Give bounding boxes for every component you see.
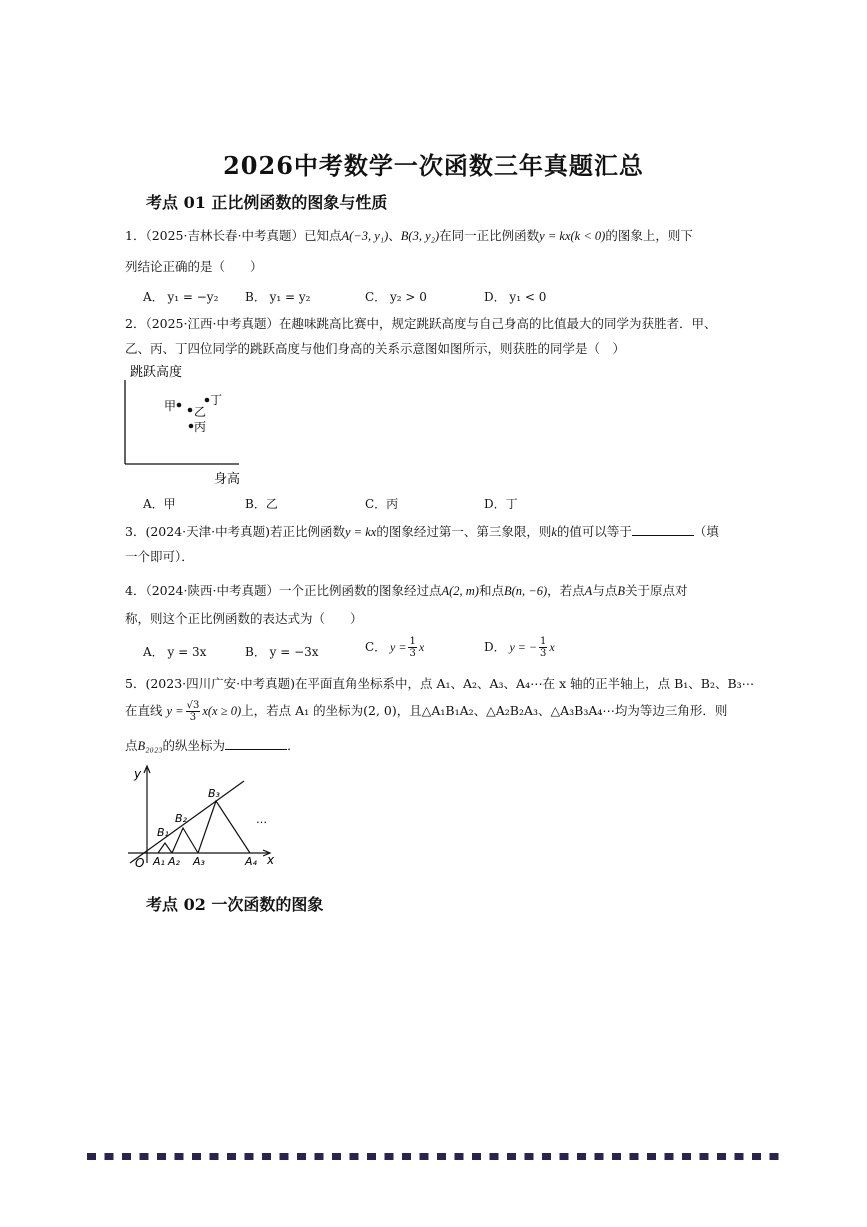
footer-dash <box>560 1153 569 1160</box>
footer-dash <box>385 1153 394 1160</box>
question-text: 的图象经过第一、第三象限，则 <box>376 524 552 539</box>
question-text: 和点 <box>478 583 504 598</box>
question-text: 的图象上，则下 <box>605 228 693 243</box>
denominator: 3 <box>409 648 416 659</box>
math-lhs: y = − <box>509 640 537 654</box>
point-label-ding: 丁 <box>210 393 223 407</box>
footer-dash <box>350 1153 359 1160</box>
footer-dash <box>490 1153 499 1160</box>
triangle-1 <box>158 843 172 853</box>
fraction <box>408 636 416 659</box>
question-text: 、 <box>388 228 401 243</box>
question-number: 3． <box>125 524 146 539</box>
origin-label: O <box>135 856 145 870</box>
question-5-line-3 <box>125 737 695 754</box>
footer-dash <box>735 1153 744 1160</box>
footer-dash <box>332 1153 341 1160</box>
math-variable: B <box>617 584 625 598</box>
question-text: 在趣味跳高比赛中，规定跳跃高度与自己身高的比值最大的同学为获胜者．甲、 <box>278 316 717 331</box>
point-label-yi: 乙 <box>194 405 207 419</box>
point-label-b1: B₁ <box>157 826 169 839</box>
question-number: 5． <box>125 676 146 691</box>
point-label-a1: A₁ <box>153 855 165 868</box>
answer-blank <box>225 737 287 750</box>
footer-dash <box>262 1153 271 1160</box>
question-4-line-1 <box>125 583 695 599</box>
question-2-line-1 <box>125 316 717 332</box>
footer-dash <box>157 1153 166 1160</box>
option-c <box>365 636 424 659</box>
option-a: A． y = 3x <box>143 645 207 659</box>
footer-dash <box>647 1153 656 1160</box>
y-axis-label: y <box>134 767 142 781</box>
question-text: 在同一正比例函数 <box>439 228 540 243</box>
answer-blank <box>632 523 694 536</box>
footer-dash <box>192 1153 201 1160</box>
question-text: 上，若点 A₁ 的坐标为(2, 0)，且△A₁B₁A₂、△A₂B₂A₃、△A₃B₃A₄⋯均为等边三角形．则 <box>241 703 728 718</box>
footer-dash <box>700 1153 709 1160</box>
option-b: B．乙 <box>245 497 278 511</box>
question-text: 与点 <box>592 583 618 598</box>
jump-height-graph <box>118 360 258 488</box>
math-variable: k <box>551 525 557 539</box>
point-bing <box>189 424 194 429</box>
fraction <box>186 700 201 723</box>
math-point: B(3, y₂) <box>400 229 440 243</box>
question-number: 1． <box>125 228 146 243</box>
footer-dash <box>315 1153 324 1160</box>
footer-dash <box>770 1153 779 1160</box>
footer-dash <box>542 1153 551 1160</box>
math-point: A(2, m) <box>441 584 479 598</box>
option-b: B． y₁ = y₂ <box>245 290 311 304</box>
math-variable: A <box>584 584 593 598</box>
point-label-b2: B₂ <box>175 812 187 825</box>
footer-dash <box>227 1153 236 1160</box>
footer-dash <box>577 1153 586 1160</box>
footer-dash <box>507 1153 516 1160</box>
point-jia <box>177 403 182 408</box>
question-source: (2023·四川广安·中考真题) <box>145 676 295 691</box>
math-point: B₂₀₂₃ <box>137 739 163 753</box>
footer-dash <box>472 1153 481 1160</box>
question-4-line-2: 称，则这个正比例函数的表达式为（ ） <box>125 611 363 626</box>
footer-dash <box>752 1153 761 1160</box>
point-label-a2: A₂ <box>168 855 180 868</box>
footer-dash <box>420 1153 429 1160</box>
section-heading-2: 考点 02 一次函数的图象 <box>146 895 324 914</box>
math-rhs: x <box>549 640 555 654</box>
footer-dash <box>210 1153 219 1160</box>
option-letter: D． <box>484 640 506 654</box>
x-axis-label: 身高 <box>214 472 241 487</box>
question-text: ． <box>287 738 300 753</box>
x-axis-label: x <box>267 853 275 867</box>
point-yi <box>188 408 193 413</box>
question-3-line-1 <box>125 523 719 540</box>
point-label-jia: 甲 <box>164 399 177 413</box>
footer-dash <box>87 1153 96 1160</box>
option-d: D．丁 <box>484 497 518 511</box>
point-label-a4: A₄ <box>245 855 257 868</box>
numerator: 1 <box>539 636 547 647</box>
option-letter: C． <box>365 640 387 654</box>
footer-dash <box>105 1153 114 1160</box>
math-rhs: x(x ≥ 0) <box>202 704 242 718</box>
question-text: 关于原点对 <box>624 583 688 598</box>
question-1-line-2: 列结论正确的是（ ） <box>125 259 263 274</box>
option-d: D． y₁ < 0 <box>484 290 547 304</box>
footer-dash <box>717 1153 726 1160</box>
math-function: y = kx(k < 0) <box>539 229 606 243</box>
point-ding <box>205 398 210 403</box>
question-number: 4． <box>125 583 146 598</box>
point-label-bing: 丙 <box>194 420 207 434</box>
question-text: 已知点 <box>303 228 342 243</box>
question-source: （2025·吉林长春·中考真题） <box>145 228 304 243</box>
section-heading-1: 考点 01 正比例函数的图象与性质 <box>146 193 388 212</box>
option-b: B． y = −3x <box>245 645 319 659</box>
denominator: 3 <box>539 648 547 659</box>
question-text: 在平面直角坐标系中，点 A₁、A₂、A₃、A₄⋯在 x 轴的正半轴上，点 B₁、B₂、B₃⋯ <box>294 676 755 691</box>
question-text: 点 <box>125 738 138 753</box>
option-a: A．甲 <box>143 497 176 511</box>
question-2-line-2: 乙、丙、丁四位同学的跳跃高度与他们身高的关系示意图如图所示，则获胜的同学是（ ） <box>125 341 626 356</box>
footer-dash <box>630 1153 639 1160</box>
question-text: ，若点 <box>547 583 585 598</box>
triangle-coordinate-graph <box>120 760 290 870</box>
math-lhs: y = <box>166 704 184 718</box>
point-label-b3: B₃ <box>208 787 220 800</box>
footer-dash <box>595 1153 604 1160</box>
page-title: 2026中考数学一次函数三年真题汇总 <box>223 151 644 180</box>
question-text: 一个正比例函数的图象经过点 <box>278 583 442 598</box>
math-point: A(−3, y₁) <box>341 229 389 243</box>
footer-dash <box>455 1153 464 1160</box>
footer-dash <box>175 1153 184 1160</box>
question-text: 若正比例函数 <box>269 524 345 539</box>
triangle-2 <box>172 828 198 853</box>
footer-dash <box>525 1153 534 1160</box>
fraction <box>539 636 547 659</box>
question-text: （填 <box>693 524 719 539</box>
math-lhs: y = <box>390 640 407 654</box>
option-c: C． y₂ > 0 <box>365 290 427 304</box>
footer-dash <box>297 1153 306 1160</box>
option-d <box>484 636 555 659</box>
denominator: 3 <box>189 712 197 723</box>
option-c: C．丙 <box>365 497 399 511</box>
footer-dash <box>140 1153 149 1160</box>
question-source: （2025·江西·中考真题） <box>145 316 279 331</box>
math-point: B(n, −6) <box>504 584 548 598</box>
y-axis-label: 跳跃高度 <box>130 365 183 380</box>
footer-dash <box>437 1153 446 1160</box>
footer-decorative-border <box>87 1152 781 1162</box>
footer-dash <box>280 1153 289 1160</box>
question-5-line-2 <box>125 700 728 723</box>
footer-dash <box>367 1153 376 1160</box>
question-text: 在直线 <box>125 703 163 718</box>
math-rhs: x <box>418 640 425 654</box>
question-source: （2024·陕西·中考真题） <box>145 583 279 598</box>
question-5-line-1 <box>125 676 755 692</box>
numerator: √3 <box>186 700 200 711</box>
footer-dash <box>245 1153 254 1160</box>
continuation-dots: … <box>256 813 267 826</box>
question-1-line-1 <box>125 228 695 244</box>
numerator: 1 <box>409 636 416 647</box>
question-text: 的纵坐标为 <box>162 738 226 753</box>
question-3-line-2: 一个即可）． <box>125 549 194 564</box>
footer-dash <box>612 1153 621 1160</box>
footer-dash <box>402 1153 411 1160</box>
footer-dash <box>665 1153 674 1160</box>
footer-dash <box>122 1153 131 1160</box>
question-number: 2． <box>125 316 146 331</box>
math-function: y = kx <box>344 525 377 539</box>
footer-dash <box>682 1153 691 1160</box>
point-label-a3: A₃ <box>193 855 205 868</box>
question-text: 的值可以等于 <box>556 524 632 539</box>
option-a: A． y₁ = −y₂ <box>143 290 219 304</box>
question-source: (2024·天津·中考真题) <box>145 524 270 539</box>
